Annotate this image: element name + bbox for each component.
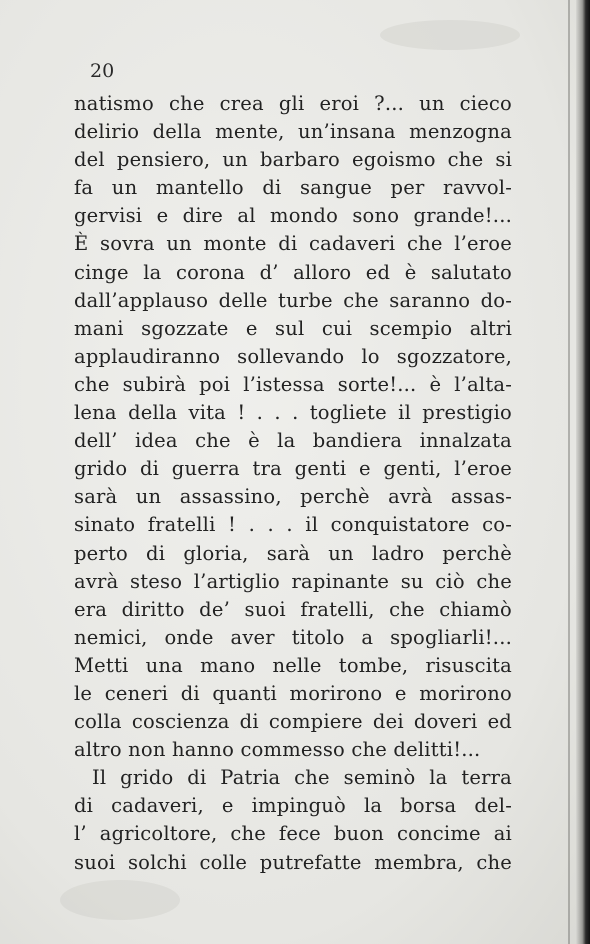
text-line: avrà steso l’artiglio rapinante su ciò che [74,569,512,593]
page-number: 20 [90,60,115,82]
text-line: altro non hanno commesso che delitti!... [74,738,481,762]
page-edge-shadow [568,0,570,944]
text-line: cinge la corona d’ alloro ed è salutato [74,260,512,284]
text-line: colla coscienza di compiere dei doveri ed [74,710,512,734]
text-line: suoi solchi colle putrefatte membra, che [74,850,512,874]
text-line: dell’ idea che è la bandiera innalzata [74,429,512,453]
text-line: era diritto de’ suoi fratelli, che chiamò [74,597,512,621]
book-spine-edge [576,0,590,944]
text-line: applaudiranno sollevando lo sgozzatore, [74,344,512,368]
text-line: sinato fratelli ! . . . il conquistatore co- [74,513,512,537]
text-line: grido di guerra tra genti e genti, l’eroe [74,457,512,481]
text-line: nemici, onde aver titolo a spogliarli!... [74,625,512,649]
paper-stain [380,20,520,50]
paragraph-start-line: Il grido di Patria che seminò la terra [92,766,512,790]
paper-stain [60,880,180,920]
text-line: lena della vita ! . . . togliete il prestigio [74,401,512,425]
text-line: fa un mantello di sangue per ravvol- [74,176,512,200]
text-line: di cadaveri, e impinguò la borsa del- [74,794,512,818]
text-line: gervisi e dire al mondo sono grande!... [74,204,512,228]
text-line: del pensiero, un barbaro egoismo che si [74,148,512,172]
body-text [74,90,512,877]
text-line: delirio della mente, un’insana menzogna [74,120,512,144]
text-line: perto di gloria, sarà un ladro perchè [74,541,512,565]
text-line: mani sgozzate e sul cui scempio altri [74,316,512,340]
text-line: dall’applauso delle turbe che saranno do- [74,288,512,312]
text-line: l’ agricoltore, che fece buon concime ai [74,822,512,846]
text-line: Metti una mano nelle tombe, risuscita [74,653,512,677]
text-line: natismo che crea gli eroi ?... un cieco [74,92,512,115]
text-line: che subirà poi l’istessa sorte!... è l’alta- [74,372,512,396]
text-line: sarà un assassino, perchè avrà assas- [74,485,512,509]
text-line: le ceneri di quanti morirono e morirono [74,681,512,705]
text-line: È sovra un monte di cadaveri che l’eroe [74,232,512,256]
